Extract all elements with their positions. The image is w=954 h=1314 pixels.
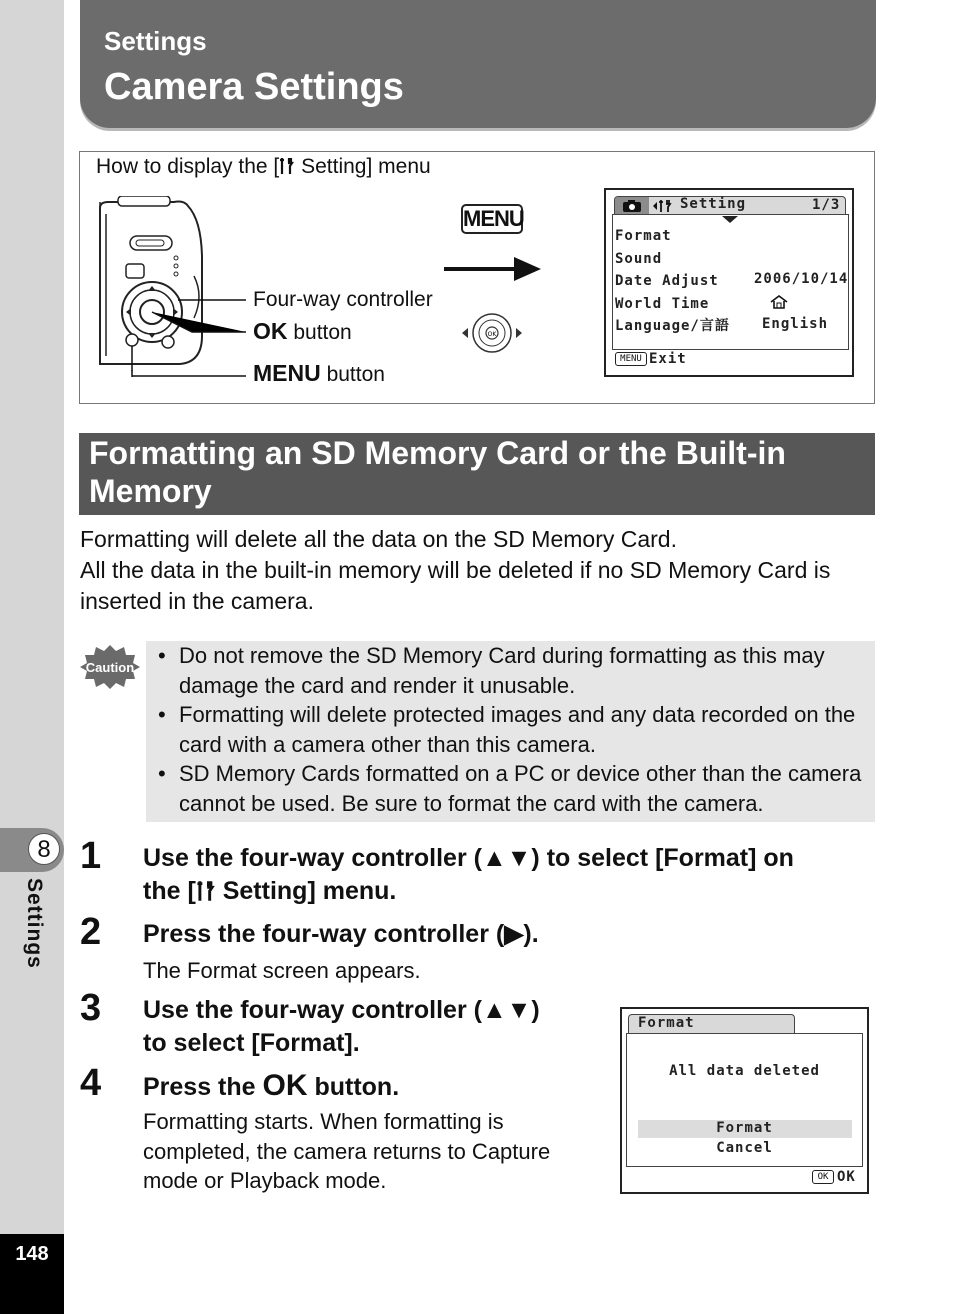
step-3-title: Use the four-way controller (▲▼) to select [Format].: [143, 996, 540, 1057]
camera-back-illustration: [96, 196, 246, 371]
format-option-format[interactable]: Format: [716, 1120, 773, 1136]
caution-item: • Formatting will delete protected images and any data recorded on the card with a camera other than this camera.: [158, 700, 873, 759]
howto-title: [96, 155, 431, 179]
side-strip: [0, 0, 64, 1314]
menu-key-icon: MENU: [615, 352, 647, 366]
intro-text: [80, 524, 880, 617]
step-4-title: Press the OK button.: [143, 1069, 400, 1102]
callout-menu: MENU button: [253, 360, 385, 386]
ok-label: OK: [837, 1169, 856, 1185]
exit-label: Exit: [649, 351, 687, 367]
page-title: Camera Settings: [104, 66, 404, 108]
caution-item: • Do not remove the SD Memory Card during formatting as this may damage the card and render it unusable.: [158, 641, 873, 700]
menu-leader-line: [130, 370, 250, 380]
setting-item-format: Format: [615, 228, 672, 244]
menu-button-icon: MENU: [461, 204, 523, 234]
step-1-number: 1: [80, 835, 102, 877]
howto-title-prefix: How to display the [: [96, 155, 280, 178]
chapter-label: Settings: [23, 878, 46, 969]
format-tab-label: Format: [638, 1015, 695, 1031]
step-4-body: Formatting starts. When formatting is completed, the camera returns to Capture mode or Playback mode.: [143, 1109, 551, 1193]
caution-icon-label: Caution: [85, 660, 135, 675]
scroll-down-indicator-icon: [722, 216, 738, 224]
page-number: 148: [15, 1243, 49, 1265]
camera-icon: [622, 199, 642, 213]
arrow-right-icon: [444, 254, 544, 284]
step-1-title: Use the four-way controller (▲▼) to select [Format] on the [ Setting] menu.: [143, 844, 794, 905]
caution-item: • SD Memory Cards formatted on a PC or device other than the camera cannot be used. Be sure to format the card with the camera.: [158, 759, 873, 818]
setting-page-indicator: 1/3: [812, 197, 841, 213]
section-title: Formatting an SD Memory Card or the Built-in Memory: [89, 435, 786, 509]
setting-item-language: Language/言語: [615, 318, 730, 334]
wrench-icon: [196, 880, 216, 902]
step-4-number: 4: [80, 1062, 102, 1104]
format-message: All data deleted: [669, 1063, 820, 1079]
callout-fourway: Four-way controller: [253, 288, 433, 311]
wrench-icon: [279, 157, 295, 175]
header-subtitle: Settings: [104, 26, 207, 56]
intro-line-2: All the data in the built-in memory will be deleted if no SD Memory Card is inserted in the camera.: [80, 557, 831, 614]
chapter-number: 8: [28, 833, 60, 865]
date-value: 2006/10/14: [754, 271, 849, 287]
step-3-number: 3: [80, 987, 102, 1029]
intro-line-1: Formatting will delete all the data on the SD Memory Card.: [80, 526, 677, 552]
step-2-title: Press the four-way controller (▶).: [143, 920, 539, 948]
callout-ok: OK button: [253, 318, 352, 344]
setting-item-sound: Sound: [615, 250, 663, 267]
caution-icon: [80, 644, 140, 690]
step-2-number: 2: [80, 911, 102, 953]
setting-item-date-adjust: Date Adjust: [615, 273, 719, 289]
step-2-body: The Format screen appears.: [143, 958, 421, 983]
setting-item-world-time: World Time: [615, 295, 710, 312]
caution-list: [158, 641, 873, 818]
home-icon: [770, 295, 788, 309]
setting-tab-label: Setting: [680, 196, 747, 212]
setting-wrench-icon: [651, 199, 675, 213]
four-way-controller-icon: [460, 310, 524, 356]
ok-key-icon: OK: [812, 1170, 834, 1184]
howto-title-suffix: Setting] menu: [295, 155, 431, 178]
setting-items: [615, 225, 730, 338]
svg-text:OK: OK: [487, 331, 497, 338]
language-value: English: [762, 316, 829, 332]
format-option-cancel[interactable]: Cancel: [716, 1140, 773, 1156]
